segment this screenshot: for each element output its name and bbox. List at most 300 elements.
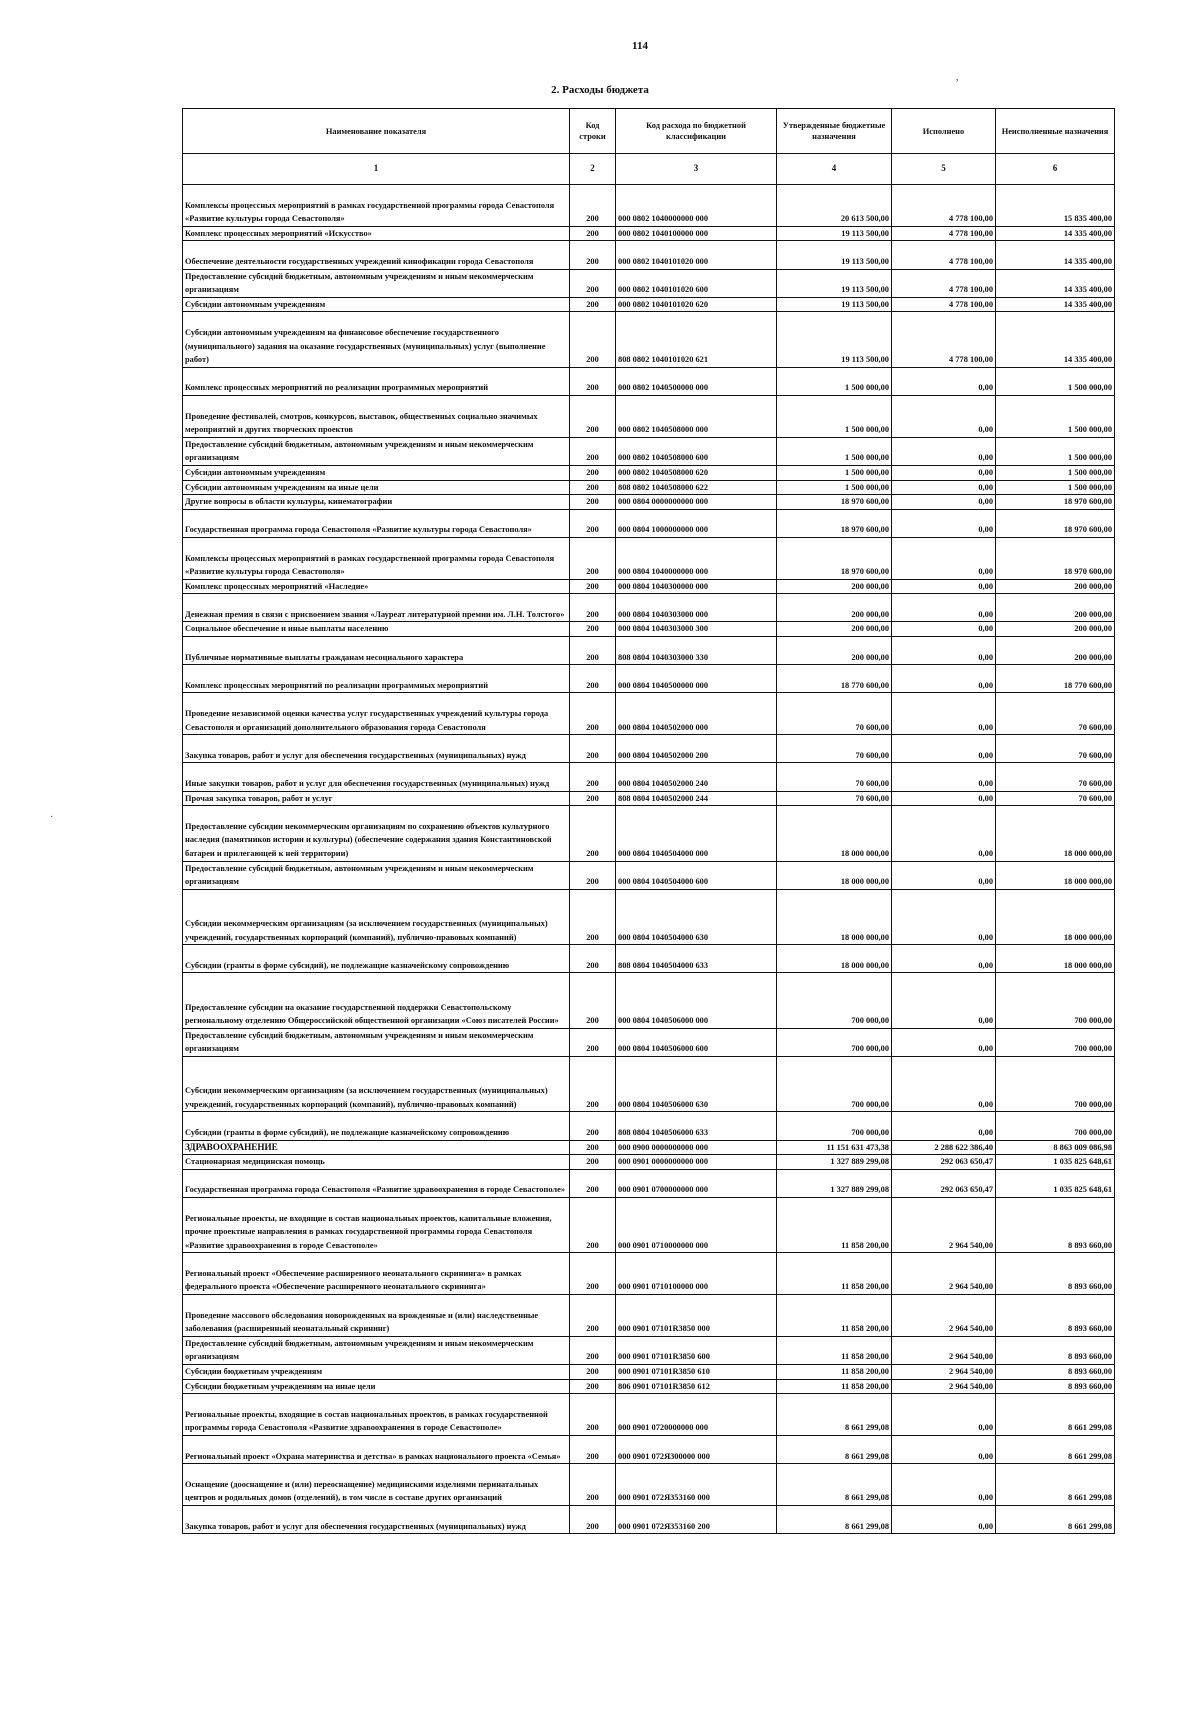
line-code: 200 (570, 269, 616, 297)
budget-classification-code: 000 0804 1040502000 000 (616, 693, 777, 735)
table-row (183, 437, 1115, 465)
executed-amount: 0,00 (892, 735, 996, 763)
indicator-name: Денежная премия в связи с присвоением звания «Лауреат литературной премии им. Л.Н. Толстого» (183, 594, 570, 622)
table-row (183, 1197, 1115, 1252)
approved-amount: 1 500 000,00 (777, 367, 892, 395)
budget-classification-code: 808 0802 1040508000 622 (616, 480, 777, 495)
executed-amount: 4 778 100,00 (892, 312, 996, 367)
table-row (183, 637, 1115, 665)
approved-amount: 70 600,00 (777, 693, 892, 735)
indicator-name: Прочая закупка товаров, работ и услуг (183, 791, 570, 806)
approved-amount: 11 151 631 473,38 (777, 1140, 892, 1155)
line-code: 200 (570, 297, 616, 312)
indicator-name: Субсидии (гранты в форме субсидий), не подлежащие казначейскому сопровождению (183, 945, 570, 973)
executed-amount: 0,00 (892, 665, 996, 693)
indicator-name: Комплекс процессных мероприятий по реализации программных мероприятий (183, 367, 570, 395)
executed-amount: 2 964 540,00 (892, 1365, 996, 1380)
line-code: 200 (570, 791, 616, 806)
approved-amount: 19 113 500,00 (777, 312, 892, 367)
line-code: 200 (570, 312, 616, 367)
executed-amount: 0,00 (892, 791, 996, 806)
indicator-name: Предоставление субсидии некоммерческим организациям по сохранению объектов культурного наследия (памятников истории и культуры) (обеспечение содержания здания Константиновской батареи и прилегающей к ней территории) (183, 806, 570, 861)
approved-amount: 1 500 000,00 (777, 395, 892, 437)
executed-amount: 0,00 (892, 861, 996, 889)
budget-classification-code: 000 0802 1040100000 000 (616, 226, 777, 241)
budget-classification-code: 000 0804 1040000000 000 (616, 537, 777, 579)
approved-amount: 1 327 889 299,08 (777, 1155, 892, 1170)
unexecuted-amount: 14 335 400,00 (996, 241, 1115, 269)
table-row (183, 973, 1115, 1028)
approved-amount: 8 661 299,08 (777, 1506, 892, 1534)
table-row (183, 241, 1115, 269)
unexecuted-amount: 8 893 660,00 (996, 1197, 1115, 1252)
unexecuted-amount: 1 500 000,00 (996, 395, 1115, 437)
unexecuted-amount: 8 661 299,08 (996, 1464, 1115, 1506)
table-row (183, 693, 1115, 735)
unexecuted-amount: 700 000,00 (996, 1028, 1115, 1056)
budget-classification-code: 000 0901 072Я353160 200 (616, 1506, 777, 1534)
line-code: 200 (570, 622, 616, 637)
executed-amount: 4 778 100,00 (892, 297, 996, 312)
line-code: 200 (570, 480, 616, 495)
indicator-name: Субсидии бюджетным учреждениям (183, 1365, 570, 1380)
unexecuted-amount: 200 000,00 (996, 622, 1115, 637)
executed-amount: 0,00 (892, 465, 996, 480)
unexecuted-amount: 8 893 660,00 (996, 1336, 1115, 1364)
indicator-name: Публичные нормативные выплаты гражданам несоциального характера (183, 637, 570, 665)
table-row (183, 806, 1115, 861)
budget-classification-code: 000 0804 1040303000 300 (616, 622, 777, 637)
budget-classification-code: 808 0804 1040506000 633 (616, 1112, 777, 1140)
line-code: 200 (570, 395, 616, 437)
unexecuted-amount: 8 893 660,00 (996, 1295, 1115, 1337)
budget-classification-code: 000 0802 1040101020 600 (616, 269, 777, 297)
table-row (183, 1379, 1115, 1394)
indicator-name: Субсидии автономным учреждениям (183, 465, 570, 480)
table-row (183, 367, 1115, 395)
indicator-name: Региональные проекты, не входящие в состав национальных проектов, капитальные вложения, прочие проектные направления в рамках государственной программы города Севастополя «Развитие здравоохранения в городе Севастополе» (183, 1197, 570, 1252)
table-row (183, 1028, 1115, 1056)
line-code: 200 (570, 185, 616, 227)
executed-amount: 4 778 100,00 (892, 185, 996, 227)
executed-amount: 0,00 (892, 763, 996, 791)
column-header-budget-code: Код расхода по бюджетной классификации (616, 109, 777, 154)
approved-amount: 11 858 200,00 (777, 1336, 892, 1364)
column-header-unexecuted: Неисполненные назначения (996, 109, 1115, 154)
executed-amount: 0,00 (892, 395, 996, 437)
table-row (183, 297, 1115, 312)
budget-classification-code: 000 0802 1040500000 000 (616, 367, 777, 395)
executed-amount: 0,00 (892, 579, 996, 594)
column-header-approved: Утвержденные бюджетные назначения (777, 109, 892, 154)
approved-amount: 18 770 600,00 (777, 665, 892, 693)
table-row (183, 579, 1115, 594)
table-row (183, 622, 1115, 637)
column-number: 2 (570, 154, 616, 185)
unexecuted-amount: 14 335 400,00 (996, 226, 1115, 241)
line-code: 200 (570, 637, 616, 665)
table-row (183, 495, 1115, 510)
budget-classification-code: 000 0804 1040502000 240 (616, 763, 777, 791)
indicator-name: Комплекс процессных мероприятий «Искусство» (183, 226, 570, 241)
column-header-line-code: Код строки (570, 109, 616, 154)
approved-amount: 200 000,00 (777, 637, 892, 665)
budget-classification-code: 000 0901 07101R3850 600 (616, 1336, 777, 1364)
executed-amount: 0,00 (892, 495, 996, 510)
line-code: 200 (570, 1028, 616, 1056)
column-number: 6 (996, 154, 1115, 185)
approved-amount: 700 000,00 (777, 1056, 892, 1111)
executed-amount: 0,00 (892, 622, 996, 637)
indicator-name: Предоставление субсидий бюджетным, автономным учреждениям и иным некоммерческим организациям (183, 861, 570, 889)
indicator-name: Предоставление субсидий бюджетным, автономным учреждениям и иным некоммерческим организациям (183, 437, 570, 465)
budget-classification-code: 000 0901 07101R3850 610 (616, 1365, 777, 1380)
budget-classification-code: 000 0901 072Я300000 000 (616, 1436, 777, 1464)
unexecuted-amount: 200 000,00 (996, 637, 1115, 665)
indicator-name: Субсидии (гранты в форме субсидий), не подлежащие казначейскому сопровождению (183, 1112, 570, 1140)
unexecuted-amount: 70 600,00 (996, 763, 1115, 791)
executed-amount: 0,00 (892, 693, 996, 735)
budget-classification-code: 000 0901 0000000000 000 (616, 1155, 777, 1170)
unexecuted-amount: 18 970 600,00 (996, 537, 1115, 579)
executed-amount: 0,00 (892, 537, 996, 579)
executed-amount: 4 778 100,00 (892, 241, 996, 269)
indicator-name: Субсидии автономным учреждениям на иные цели (183, 480, 570, 495)
indicator-name: Региональный проект «Охрана материнства и детства» в рамках национального проекта «Семья» (183, 1436, 570, 1464)
scan-speck: , (956, 72, 959, 83)
budget-classification-code: 000 0901 0700000000 000 (616, 1169, 777, 1197)
column-number-row (183, 154, 1115, 185)
budget-classification-code: 000 0804 1040506000 600 (616, 1028, 777, 1056)
approved-amount: 70 600,00 (777, 735, 892, 763)
indicator-name: Государственная программа города Севастополя «Развитие здравоохранения в городе Севастополе» (183, 1169, 570, 1197)
executed-amount: 0,00 (892, 806, 996, 861)
table-row (183, 861, 1115, 889)
table-row (183, 1140, 1115, 1155)
table-row (183, 1253, 1115, 1295)
approved-amount: 700 000,00 (777, 1112, 892, 1140)
table-row (183, 1464, 1115, 1506)
table-row (183, 791, 1115, 806)
budget-classification-code: 000 0901 0710100000 000 (616, 1253, 777, 1295)
indicator-name: Обеспечение деятельности государственных учреждений кинофикации города Севастополя (183, 241, 570, 269)
page-number: 114 (632, 40, 648, 52)
approved-amount: 1 500 000,00 (777, 480, 892, 495)
indicator-name: Оснащение (дооснащение и (или) переоснащение) медицинскими изделиями перинатальных центров и родильных домов (отделений), в том числе в составе других организаций (183, 1464, 570, 1506)
indicator-name: Региональные проекты, входящие в состав национальных проектов, в рамках государственной программы города Севастополя «Развитие здравоохранения в городе Севастополе» (183, 1394, 570, 1436)
indicator-name: Проведение массового обследования новорожденных на врожденные и (или) наследственные заболевания (расширенный неонатальный скрининг) (183, 1295, 570, 1337)
indicator-name: Комплексы процессных мероприятий в рамках государственной программы города Севастополя «Развитие культуры города Севастополя» (183, 537, 570, 579)
unexecuted-amount: 200 000,00 (996, 579, 1115, 594)
budget-classification-code: 000 0802 1040101020 620 (616, 297, 777, 312)
indicator-name: Закупка товаров, работ и услуг для обеспечения государственных (муниципальных) нужд (183, 1506, 570, 1534)
line-code: 200 (570, 437, 616, 465)
executed-amount: 0,00 (892, 1394, 996, 1436)
executed-amount: 4 778 100,00 (892, 226, 996, 241)
line-code: 200 (570, 665, 616, 693)
unexecuted-amount: 14 335 400,00 (996, 297, 1115, 312)
unexecuted-amount: 18 000 000,00 (996, 945, 1115, 973)
budget-classification-code: 000 0804 1040504000 000 (616, 806, 777, 861)
indicator-name: Комплекс процессных мероприятий «Наследие» (183, 579, 570, 594)
approved-amount: 200 000,00 (777, 594, 892, 622)
table-row (183, 1436, 1115, 1464)
approved-amount: 700 000,00 (777, 973, 892, 1028)
unexecuted-amount: 1 500 000,00 (996, 480, 1115, 495)
budget-classification-code: 806 0901 07101R3850 612 (616, 1379, 777, 1394)
header-row (183, 109, 1115, 154)
approved-amount: 11 858 200,00 (777, 1253, 892, 1295)
executed-amount: 292 063 650,47 (892, 1155, 996, 1170)
indicator-name: Стационарная медицинская помощь (183, 1155, 570, 1170)
indicator-name: Субсидии автономным учреждениям на финансовое обеспечение государственного (муниципального) задания на оказание государственных (муниципальных) услуг (выполнение работ) (183, 312, 570, 367)
approved-amount: 20 613 500,00 (777, 185, 892, 227)
approved-amount: 19 113 500,00 (777, 241, 892, 269)
approved-amount: 18 970 600,00 (777, 537, 892, 579)
unexecuted-amount: 1 500 000,00 (996, 437, 1115, 465)
unexecuted-amount: 8 863 009 086,98 (996, 1140, 1115, 1155)
table-row (183, 269, 1115, 297)
unexecuted-amount: 18 770 600,00 (996, 665, 1115, 693)
unexecuted-amount: 8 661 299,08 (996, 1394, 1115, 1436)
column-number: 4 (777, 154, 892, 185)
line-code: 200 (570, 889, 616, 944)
line-code: 200 (570, 806, 616, 861)
line-code: 200 (570, 735, 616, 763)
unexecuted-amount: 200 000,00 (996, 594, 1115, 622)
budget-classification-code: 000 0804 1040506000 630 (616, 1056, 777, 1111)
unexecuted-amount: 8 893 660,00 (996, 1379, 1115, 1394)
budget-classification-code: 000 0802 1040508000 000 (616, 395, 777, 437)
indicator-name: Субсидии бюджетным учреждениям на иные цели (183, 1379, 570, 1394)
unexecuted-amount: 18 000 000,00 (996, 889, 1115, 944)
approved-amount: 19 113 500,00 (777, 226, 892, 241)
budget-classification-code: 808 0804 1040303000 330 (616, 637, 777, 665)
line-code: 200 (570, 1394, 616, 1436)
budget-classification-code: 000 0802 1040508000 600 (616, 437, 777, 465)
budget-classification-code: 000 0804 1040303000 000 (616, 594, 777, 622)
unexecuted-amount: 70 600,00 (996, 693, 1115, 735)
budget-classification-code: 000 0804 1040500000 000 (616, 665, 777, 693)
executed-amount: 2 964 540,00 (892, 1253, 996, 1295)
unexecuted-amount: 14 335 400,00 (996, 312, 1115, 367)
approved-amount: 18 000 000,00 (777, 861, 892, 889)
executed-amount: 0,00 (892, 1506, 996, 1534)
unexecuted-amount: 18 000 000,00 (996, 861, 1115, 889)
line-code: 200 (570, 1056, 616, 1111)
budget-classification-code: 000 0901 07101R3850 000 (616, 1295, 777, 1337)
unexecuted-amount: 8 661 299,08 (996, 1506, 1115, 1534)
line-code: 200 (570, 1253, 616, 1295)
table-row (183, 1112, 1115, 1140)
scan-speck: · (50, 812, 54, 823)
table-row (183, 226, 1115, 241)
executed-amount: 0,00 (892, 1056, 996, 1111)
executed-amount: 0,00 (892, 367, 996, 395)
budget-classification-code: 000 0802 1040000000 000 (616, 185, 777, 227)
approved-amount: 70 600,00 (777, 791, 892, 806)
column-number: 1 (183, 154, 570, 185)
table-row (183, 1506, 1115, 1534)
indicator-name: Проведение независимой оценки качества услуг государственных учреждений культуры города Севастополя и организаций дополнительного образования города Севастополя (183, 693, 570, 735)
approved-amount: 11 858 200,00 (777, 1197, 892, 1252)
unexecuted-amount: 15 835 400,00 (996, 185, 1115, 227)
line-code: 200 (570, 1379, 616, 1394)
indicator-name: Предоставление субсидий бюджетным, автономным учреждениям и иным некоммерческим организациям (183, 269, 570, 297)
approved-amount: 8 661 299,08 (777, 1394, 892, 1436)
unexecuted-amount: 14 335 400,00 (996, 269, 1115, 297)
approved-amount: 11 858 200,00 (777, 1295, 892, 1337)
table-row (183, 1336, 1115, 1364)
line-code: 200 (570, 1436, 616, 1464)
budget-classification-code: 000 0804 0000000000 000 (616, 495, 777, 510)
budget-classification-code: 000 0804 1040506000 000 (616, 973, 777, 1028)
indicator-name: Региональный проект «Обеспечение расширенного неонатального скрининга» в рамках федерального проекта «Обеспечение расширенного неонатального скрининга» (183, 1253, 570, 1295)
table-row (183, 1295, 1115, 1337)
approved-amount: 8 661 299,08 (777, 1464, 892, 1506)
line-code: 200 (570, 1365, 616, 1380)
executed-amount: 2 288 622 386,40 (892, 1140, 996, 1155)
approved-amount: 18 970 600,00 (777, 495, 892, 510)
unexecuted-amount: 1 035 825 648,61 (996, 1155, 1115, 1170)
line-code: 200 (570, 1197, 616, 1252)
unexecuted-amount: 700 000,00 (996, 1056, 1115, 1111)
indicator-name: Субсидии автономным учреждениям (183, 297, 570, 312)
budget-classification-code: 000 0804 1040504000 600 (616, 861, 777, 889)
executed-amount: 0,00 (892, 437, 996, 465)
line-code: 200 (570, 1336, 616, 1364)
line-code: 200 (570, 1464, 616, 1506)
table-row (183, 763, 1115, 791)
indicator-name: Государственная программа города Севастополя «Развитие культуры города Севастополя» (183, 509, 570, 537)
line-code: 200 (570, 226, 616, 241)
executed-amount: 2 964 540,00 (892, 1336, 996, 1364)
indicator-name: Закупка товаров, работ и услуг для обеспечения государственных (муниципальных) нужд (183, 735, 570, 763)
approved-amount: 200 000,00 (777, 579, 892, 594)
table-row (183, 185, 1115, 227)
table-row (183, 1056, 1115, 1111)
unexecuted-amount: 1 500 000,00 (996, 367, 1115, 395)
line-code: 200 (570, 367, 616, 395)
unexecuted-amount: 1 500 000,00 (996, 465, 1115, 480)
approved-amount: 18 000 000,00 (777, 806, 892, 861)
indicator-name: Проведение фестивалей, смотров, конкурсов, выставок, общественных социально значимых мероприятий и других творческих проектов (183, 395, 570, 437)
line-code: 200 (570, 594, 616, 622)
budget-classification-code: 000 0804 1040300000 000 (616, 579, 777, 594)
table-row (183, 1169, 1115, 1197)
indicator-name: Другие вопросы в области культуры, кинематографии (183, 495, 570, 510)
executed-amount: 2 964 540,00 (892, 1197, 996, 1252)
table-row (183, 594, 1115, 622)
executed-amount: 0,00 (892, 973, 996, 1028)
unexecuted-amount: 1 035 825 648,61 (996, 1169, 1115, 1197)
table-row (183, 889, 1115, 944)
approved-amount: 18 000 000,00 (777, 945, 892, 973)
indicator-name: Социальное обеспечение и иные выплаты населению (183, 622, 570, 637)
line-code: 200 (570, 465, 616, 480)
table-row (183, 945, 1115, 973)
executed-amount: 0,00 (892, 1028, 996, 1056)
unexecuted-amount: 700 000,00 (996, 973, 1115, 1028)
line-code: 200 (570, 1169, 616, 1197)
expenditure-table (182, 108, 1115, 1534)
executed-amount: 0,00 (892, 594, 996, 622)
approved-amount: 70 600,00 (777, 763, 892, 791)
unexecuted-amount: 8 893 660,00 (996, 1253, 1115, 1295)
indicator-name: Комплекс процессных мероприятий по реализации программных мероприятий (183, 665, 570, 693)
approved-amount: 8 661 299,08 (777, 1436, 892, 1464)
approved-amount: 19 113 500,00 (777, 297, 892, 312)
budget-classification-code: 000 0804 1040504000 630 (616, 889, 777, 944)
line-code: 200 (570, 861, 616, 889)
table-row (183, 537, 1115, 579)
line-code: 200 (570, 763, 616, 791)
line-code: 200 (570, 693, 616, 735)
line-code: 200 (570, 973, 616, 1028)
approved-amount: 1 500 000,00 (777, 437, 892, 465)
executed-amount: 0,00 (892, 480, 996, 495)
indicator-name: ЗДРАВООХРАНЕНИЕ (183, 1140, 570, 1155)
table-row (183, 312, 1115, 367)
executed-amount: 0,00 (892, 889, 996, 944)
approved-amount: 700 000,00 (777, 1028, 892, 1056)
line-code: 200 (570, 1112, 616, 1140)
approved-amount: 19 113 500,00 (777, 269, 892, 297)
executed-amount: 0,00 (892, 637, 996, 665)
executed-amount: 0,00 (892, 1436, 996, 1464)
line-code: 200 (570, 1155, 616, 1170)
approved-amount: 1 327 889 299,08 (777, 1169, 892, 1197)
unexecuted-amount: 700 000,00 (996, 1112, 1115, 1140)
line-code: 200 (570, 1140, 616, 1155)
executed-amount: 2 964 540,00 (892, 1379, 996, 1394)
table-row (183, 465, 1115, 480)
line-code: 200 (570, 495, 616, 510)
column-header-name: Наименование показателя (183, 109, 570, 154)
unexecuted-amount: 8 661 299,08 (996, 1436, 1115, 1464)
line-code: 200 (570, 945, 616, 973)
line-code: 200 (570, 579, 616, 594)
indicator-name: Субсидии некоммерческим организациям (за исключением государственных (муниципальных) учреждений, государственных корпораций (компаний), публично-правовых компаний) (183, 889, 570, 944)
indicator-name: Предоставление субсидий бюджетным, автономным учреждениям и иным некоммерческим организациям (183, 1336, 570, 1364)
unexecuted-amount: 8 893 660,00 (996, 1365, 1115, 1380)
executed-amount: 2 964 540,00 (892, 1295, 996, 1337)
budget-classification-code: 000 0802 1040508000 620 (616, 465, 777, 480)
indicator-name: Предоставление субсидий бюджетным, автономным учреждениям и иным некоммерческим организациям (183, 1028, 570, 1056)
budget-classification-code: 808 0802 1040101020 621 (616, 312, 777, 367)
column-number: 3 (616, 154, 777, 185)
indicator-name: Комплексы процессных мероприятий в рамках государственной программы города Севастополя «Развитие культуры города Севастополя» (183, 185, 570, 227)
approved-amount: 18 970 600,00 (777, 509, 892, 537)
table-row (183, 665, 1115, 693)
section-title: 2. Расходы бюджета (551, 84, 649, 96)
budget-classification-code: 808 0804 1040502000 244 (616, 791, 777, 806)
executed-amount: 0,00 (892, 945, 996, 973)
budget-classification-code: 000 0804 1040502000 200 (616, 735, 777, 763)
line-code: 200 (570, 1506, 616, 1534)
approved-amount: 11 858 200,00 (777, 1379, 892, 1394)
line-code: 200 (570, 241, 616, 269)
column-header-executed: Исполнено (892, 109, 996, 154)
approved-amount: 200 000,00 (777, 622, 892, 637)
line-code: 200 (570, 537, 616, 579)
unexecuted-amount: 18 970 600,00 (996, 509, 1115, 537)
unexecuted-amount: 18 970 600,00 (996, 495, 1115, 510)
table-row (183, 480, 1115, 495)
budget-classification-code: 000 0901 072Я353160 000 (616, 1464, 777, 1506)
budget-classification-code: 000 0900 0000000000 000 (616, 1140, 777, 1155)
unexecuted-amount: 70 600,00 (996, 791, 1115, 806)
